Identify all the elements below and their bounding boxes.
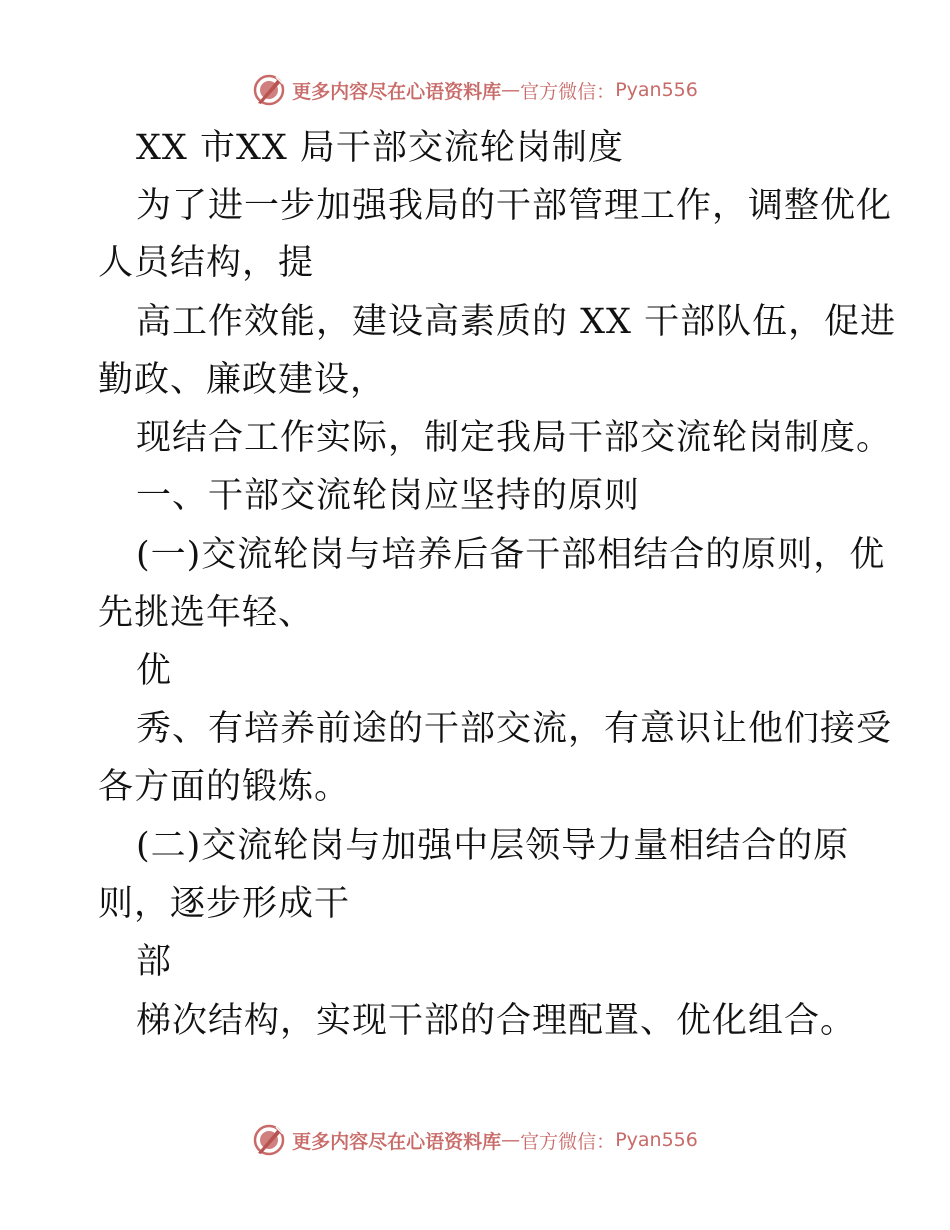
paragraph-line: 高工作效能，建设高素质的 XX 干部队伍，促进 <box>136 302 897 342</box>
paragraph-line: 优 <box>136 651 173 691</box>
watermark-wechat-id: Pyan556 <box>615 1129 698 1151</box>
quill-pen-circle-icon <box>252 1123 286 1157</box>
watermark-wechat-label: 官方微信： <box>520 80 616 103</box>
paragraph-line: 各方面的锻炼。 <box>98 767 351 807</box>
watermark-title: 更多内容尽在心语资料库 <box>292 80 502 103</box>
section-heading: 一、干部交流轮岗应坚持的原则 <box>136 476 641 516</box>
paragraph-line: 先挑选年轻、 <box>98 593 315 633</box>
paragraph-line: 人员结构，提 <box>98 243 315 283</box>
header-watermark <box>0 70 950 110</box>
watermark-dash: — <box>501 1129 521 1151</box>
watermark-wechat-id: Pyan556 <box>615 79 698 101</box>
paragraph-line: 勤政、廉政建设， <box>98 360 387 400</box>
paragraph-line: 现结合工作实际，制定我局干部交流轮岗制度。 <box>136 418 893 458</box>
watermark-title: 更多内容尽在心语资料库 <box>292 1130 502 1153</box>
paragraph-line: 秀、有培养前途的干部交流，有意识让他们接受 <box>136 709 893 749</box>
paragraph-line: 部 <box>136 942 173 982</box>
paragraph-line: (二)交流轮岗与加强中层领导力量相结合的原 <box>136 826 850 866</box>
watermark-wechat-label: 官方微信： <box>520 1130 616 1153</box>
paragraph-line: 梯次结构，实现干部的合理配置、优化组合。 <box>136 1001 857 1041</box>
watermark-dash: — <box>501 79 521 101</box>
footer-watermark <box>0 1120 950 1160</box>
quill-pen-circle-icon <box>252 73 286 107</box>
paragraph-line: (一)交流轮岗与培养后备干部相结合的原则，优 <box>136 535 886 575</box>
paragraph-line: 则，逐步形成干 <box>98 884 351 924</box>
paragraph-line: 为了进一步加强我局的干部管理工作，调整优化 <box>136 186 893 226</box>
document-title: XX 市XX 局干部交流轮岗制度 <box>136 128 624 168</box>
